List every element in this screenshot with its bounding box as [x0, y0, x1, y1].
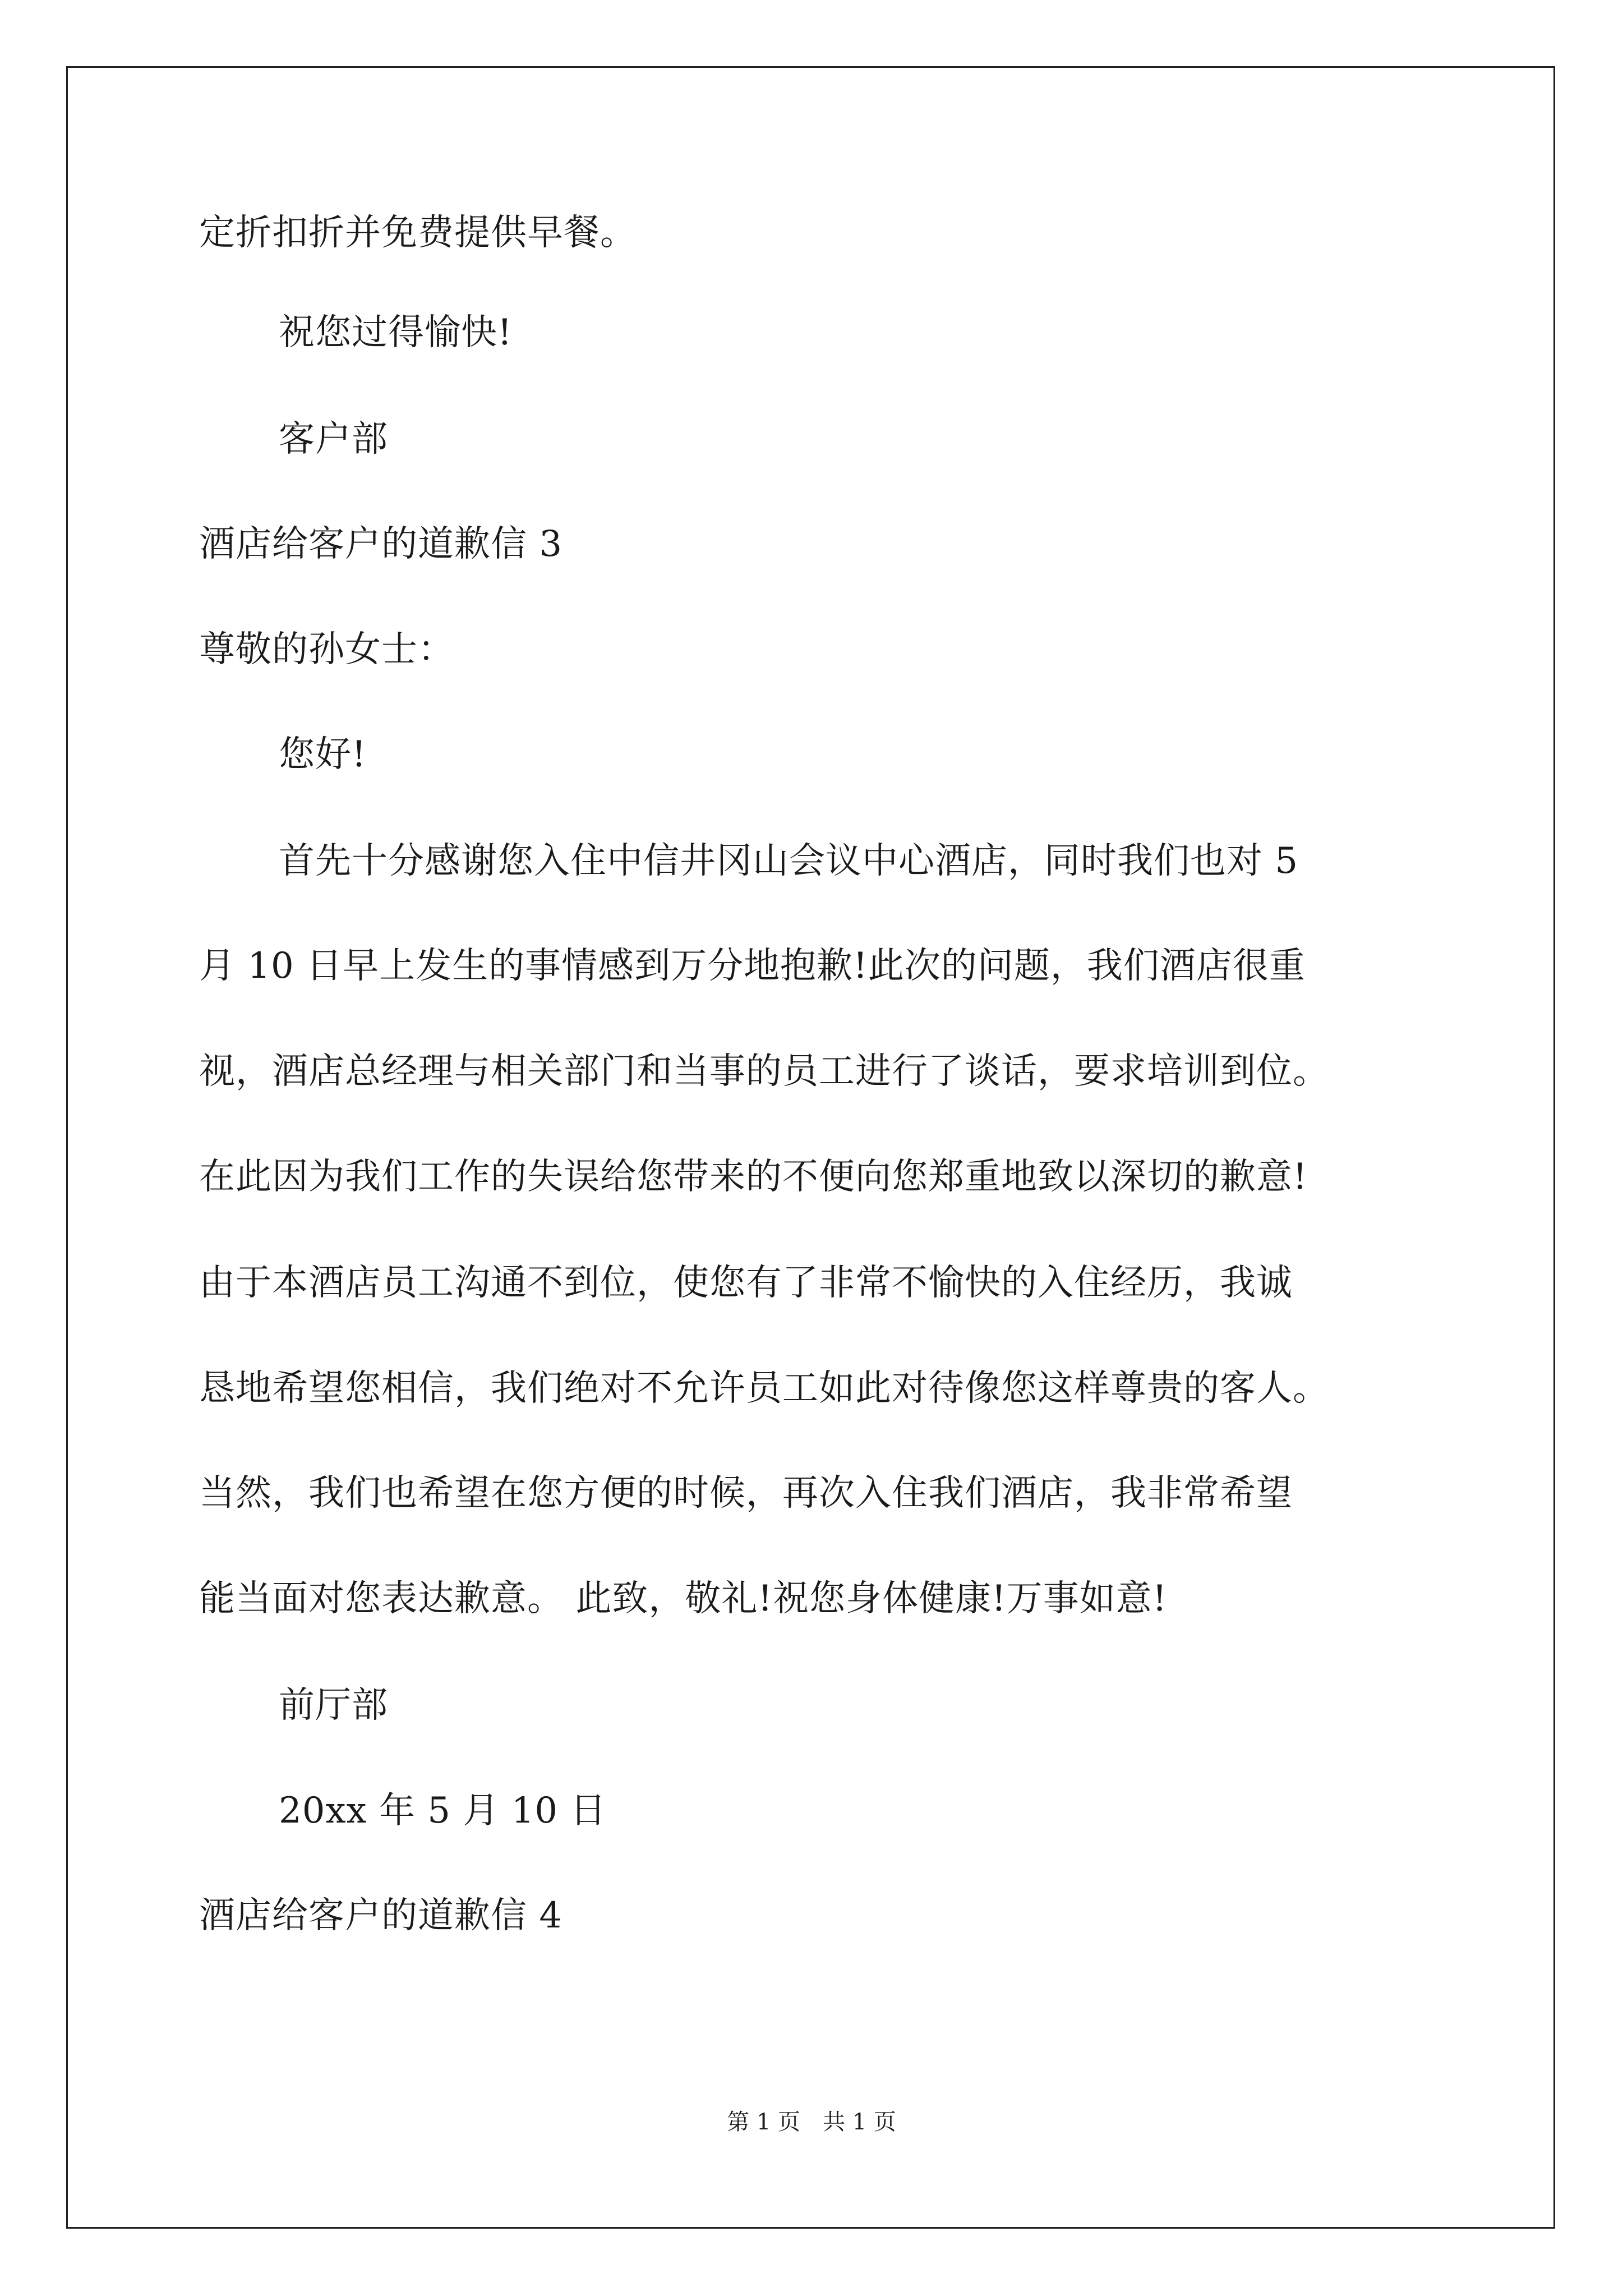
text-line-discount: 定折扣折并免费提供早餐。	[199, 212, 637, 254]
body-line-6: 恳地希望您相信，我们绝对不允许员工如此对待像您这样尊贵的客人。	[199, 1368, 1329, 1409]
section-heading-4: 酒店给客户的道歉信 4	[199, 1895, 563, 1936]
text-line-wish: 祝您过得愉快!	[279, 312, 513, 353]
greeting: 您好!	[279, 734, 367, 775]
body-line-1: 首先十分感谢您入住中信井冈山会议中心酒店，同时我们也对 5	[279, 840, 1299, 882]
page-footer: 第 1 页 共 1 页	[727, 2109, 896, 2135]
salutation: 尊敬的孙女士：	[199, 629, 454, 670]
text-line-signature-dept: 客户部	[279, 418, 388, 460]
body-line-4: 在此因为我们工作的失误给您带来的不便向您郑重地致以深切的歉意!	[199, 1156, 1308, 1198]
signature-date: 20xx 年 5 月 10 日	[279, 1790, 607, 1832]
section-heading-3: 酒店给客户的道歉信 3	[199, 523, 563, 565]
body-line-5: 由于本酒店员工沟通不到位，使您有了非常不愉快的入住经历，我诚	[199, 1262, 1293, 1304]
signature-dept: 前厅部	[279, 1685, 388, 1726]
body-line-3: 视，酒店总经理与相关部门和当事的员工进行了谈话，要求培训到位。	[199, 1051, 1329, 1092]
body-line-8: 能当面对您表达歉意。 此致，敬礼!祝您身体健康!万事如意!	[199, 1578, 1168, 1619]
body-line-7: 当然，我们也希望在您方便的时候，再次入住我们酒店，我非常希望	[199, 1473, 1293, 1514]
body-line-2: 月 10 日早上发生的事情感到万分地抱歉!此次的问题，我们酒店很重	[199, 945, 1306, 987]
